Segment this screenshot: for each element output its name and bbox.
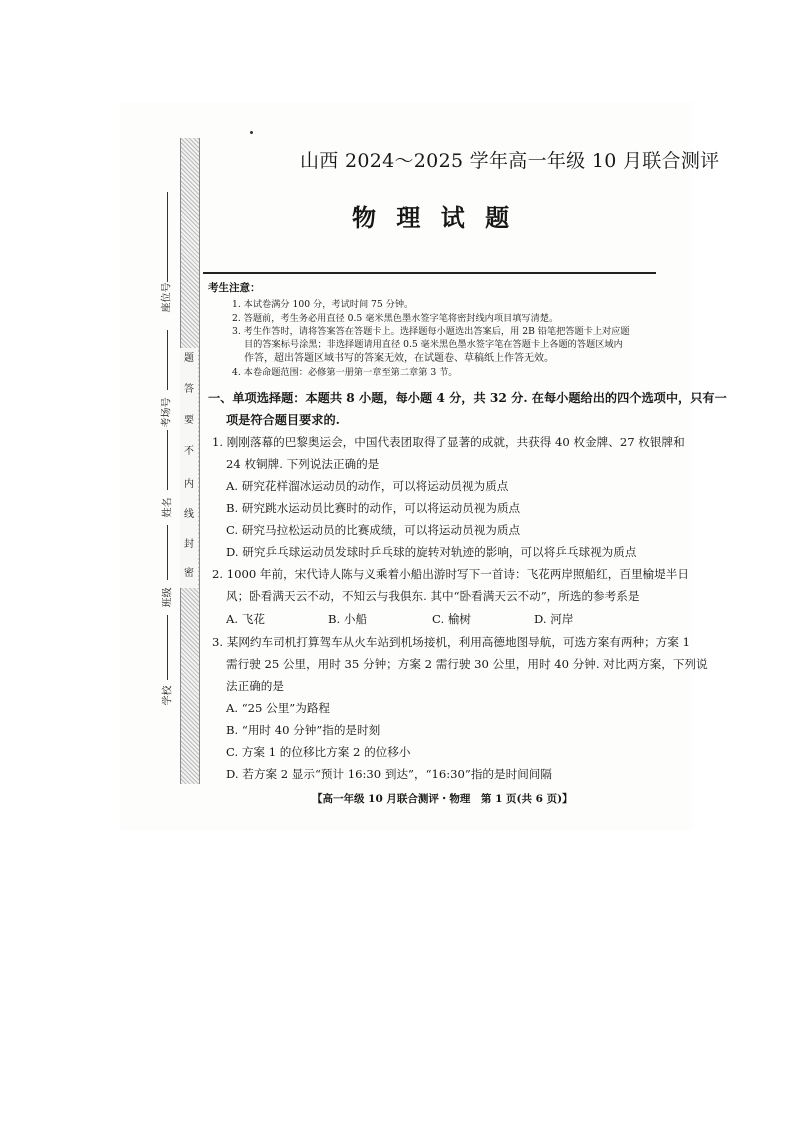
seat-number-line[interactable] [167, 192, 168, 282]
school-label: 学校 [162, 685, 174, 706]
school-line[interactable] [167, 615, 168, 680]
page-footer: 【高一年级 10 月联合测评・物理 第 1 页(共 6 页)】 [312, 793, 573, 805]
notice-line: 3. 考生作答时，请将答案答在答题卡上。选择题每小题选出答案后，用 2B 铅笔把答题卡上对应题 [232, 326, 630, 337]
question-3-option-a: A. “25 公里”为路程 [226, 701, 331, 715]
section-heading: 一、单项选择题：本题共 8 小题，每小题 4 分，共 32 分. 在每小题给出的四个选项中，只有一 [208, 391, 727, 405]
seal-char: 题 [184, 353, 194, 364]
scan-dot [250, 131, 253, 134]
class-line[interactable] [167, 525, 168, 580]
question-1-stem: 1. 刚刚落幕的巴黎奥运会，中国代表团取得了显著的成就，共获得 40 枚金牌、27 枚银牌和 [212, 435, 685, 449]
question-2-stem-cont: 风；卧看满天云不动，不知云与我俱东. 其中“卧看满天云不动”，所选的参考系是 [226, 589, 640, 603]
question-1-option-a: A. 研究花样溜冰运动员的动作，可以将运动员视为质点 [226, 479, 509, 493]
seal-char: 线 [184, 509, 194, 520]
question-1-option-c: C. 研究马拉松运动员的比赛成绩，可以将运动员视为质点 [226, 523, 521, 537]
name-label: 姓名 [162, 497, 174, 518]
notice-heading: 考生注意： [208, 282, 261, 294]
seal-char: 要 [184, 415, 194, 426]
seal-char: 答 [184, 384, 194, 395]
question-2-option-c: C. 榆树 [432, 612, 472, 626]
question-1-stem-cont: 24 枚铜牌. 下列说法正确的是 [226, 457, 380, 471]
name-line[interactable] [167, 430, 168, 490]
section-heading-cont: 项是符合题目要求的. [226, 413, 340, 427]
seat-number-label: 座位号 [161, 282, 173, 313]
question-3-stem: 3. 某网约车司机打算驾车从火车站到机场接机，利用高德地图导航，可选方案有两种；方案 1 [212, 635, 690, 649]
question-2-option-d: D. 河岸 [534, 612, 574, 626]
notice-line: 作答，超出答题区域书写的答案无效，在试题卷、草稿纸上作答无效。 [244, 353, 554, 364]
question-3-option-c: C. 方案 1 的位移比方案 2 的位移小 [226, 745, 411, 759]
seal-char: 内 [184, 479, 194, 490]
question-3-option-b: B. “用时 40 分钟”指的是时刻 [226, 723, 381, 737]
seal-char: 不 [184, 446, 194, 457]
exam-title: 山西 2024～2025 学年高一年级 10 月联合测评 [300, 150, 720, 172]
question-3-stem-cont: 需行驶 25 公里，用时 35 分钟；方案 2 需行驶 30 公里，用时 40 分钟. 对比两方案，下列说 [226, 657, 708, 671]
subject-title: 物 理 试 题 [352, 204, 516, 232]
exam-room-label: 考场号 [161, 397, 173, 428]
question-2-option-a: A. 飞花 [226, 612, 265, 626]
seal-char: 密 [184, 568, 194, 579]
question-1-option-d: D. 研究乒乓球运动员发球时乒乓球的旋转对轨迹的影响，可以将乒乓球视为质点 [226, 545, 637, 559]
question-3-stem-cont: 法正确的是 [226, 679, 284, 693]
question-3-option-d: D. 若方案 2 显示“预计 16:30 到达”，“16:30”指的是时间间隔 [226, 767, 552, 781]
question-2-option-b: B. 小船 [328, 612, 368, 626]
notice-line: 4. 本卷命题范围：必修第一册第一章至第二章第 3 节。 [232, 367, 458, 378]
question-2-stem: 2. 1000 年前，宋代诗人陈与义乘着小船出游时写下一首诗：飞花两岸照船红，百里榆堤半日 [212, 567, 689, 581]
header-rule [203, 272, 656, 274]
notice-line: 目的答案标号涂黑；非选择题请用直径 0.5 毫米黑色墨水签字笔在答题卡上各题的答题区域内 [244, 339, 623, 350]
notice-line: 2. 答题前，考生务必用直径 0.5 毫米黑色墨水签字笔将密封线内项目填写清楚。 [232, 313, 559, 324]
class-label: 班级 [162, 587, 174, 608]
seal-char: 封 [184, 539, 194, 550]
exam-room-line[interactable] [167, 330, 168, 390]
question-1-option-b: B. 研究跳水运动员比赛时的动作，可以将运动员视为质点 [226, 501, 521, 515]
notice-line: 1. 本试卷满分 100 分，考试时间 75 分钟。 [232, 299, 414, 310]
